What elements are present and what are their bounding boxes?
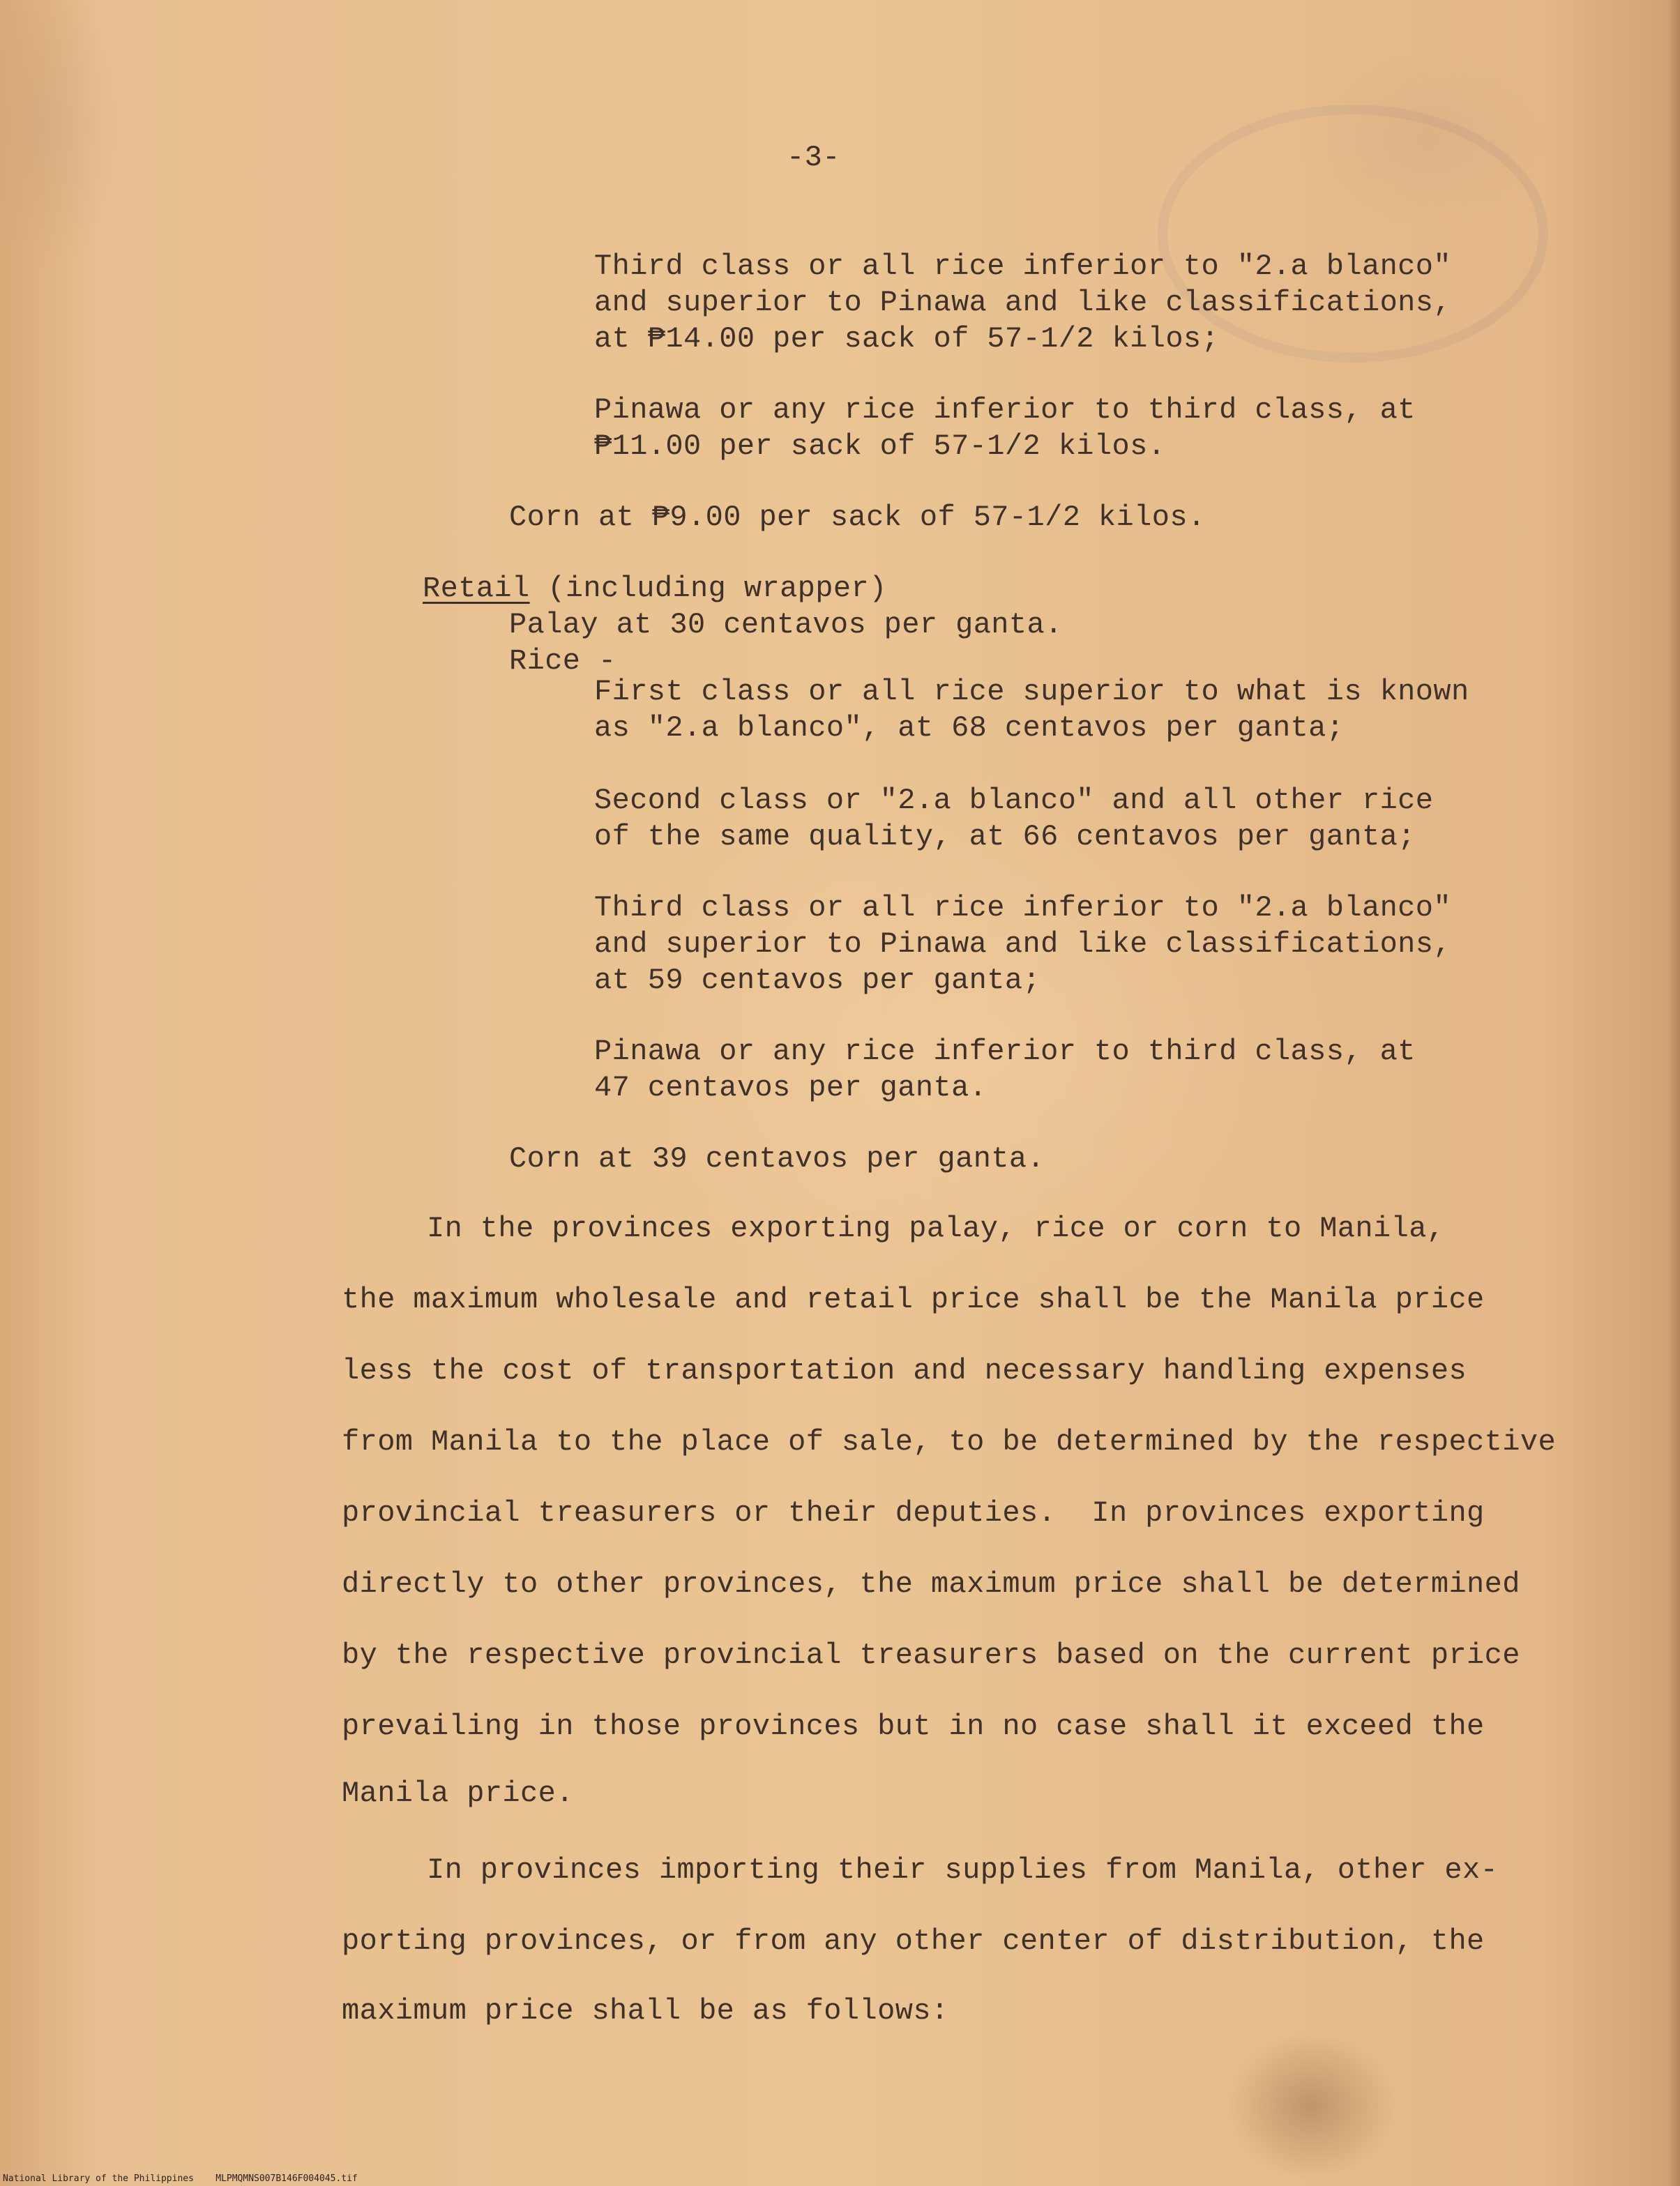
text-line: Pinawa or any rice inferior to third class, at — [594, 1035, 1416, 1068]
text-line: at ₱14.00 per sack of 57-1/2 kilos; — [594, 322, 1220, 356]
paragraph-line: prevailing in those provinces but in no case shall it exceed the — [342, 1710, 1485, 1743]
paragraph-line: from Manila to the place of sale, to be determined by the respective — [342, 1425, 1557, 1459]
paragraph-line: In provinces importing their supplies from Manila, other ex- — [427, 1853, 1499, 1887]
text-line: Rice - — [509, 644, 616, 678]
paragraph-line: the maximum wholesale and retail price shall be the Manila price — [342, 1283, 1485, 1316]
retail-heading: Retail — [423, 572, 530, 605]
paragraph-line: porting provinces, or from any other center of distribution, the — [342, 1925, 1485, 1958]
paragraph-line: by the respective provincial treasurers based on the current price — [342, 1639, 1520, 1672]
paragraph-line: maximum price shall be as follows: — [342, 1994, 949, 2028]
paragraph-line: less the cost of transportation and necessary handling expenses — [342, 1354, 1467, 1388]
paragraph-line: Manila price. — [342, 1777, 574, 1810]
text-line: Third class or all rice inferior to "2.a blanco" — [594, 250, 1451, 283]
text-line: Third class or all rice inferior to "2.a blanco" — [594, 891, 1451, 925]
text-line: and superior to Pinawa and like classifications, — [594, 286, 1451, 319]
text-line: ₱11.00 per sack of 57-1/2 kilos. — [594, 430, 1166, 463]
retail-heading-line — [423, 570, 887, 607]
text-line: Corn at 39 centavos per ganta. — [509, 1142, 1045, 1176]
text-line: at 59 centavos per ganta; — [594, 964, 1041, 997]
text-line: Pinawa or any rice inferior to third class, at — [594, 393, 1416, 427]
text-line: Second class or "2.a blanco" and all other rice — [594, 784, 1434, 817]
retail-heading-note: (including wrapper) — [529, 572, 887, 605]
text-line: 47 centavos per ganta. — [594, 1071, 987, 1105]
paragraph-line: provincial treasurers or their deputies. In provinces exporting — [342, 1496, 1485, 1530]
paragraph-line: In the provinces exporting palay, rice or corn to Manila, — [427, 1212, 1445, 1245]
text-line: First class or all rice superior to what is known — [594, 675, 1469, 708]
text-line: as "2.a blanco", at 68 centavos per ganta; — [594, 711, 1345, 745]
archive-footer: National Library of the Philippines MLPMQMNS007B146F004045.tif — [3, 2173, 358, 2184]
paragraph-line: directly to other provinces, the maximum price shall be determined — [342, 1568, 1520, 1601]
text-line: Palay at 30 centavos per ganta. — [509, 608, 1063, 642]
page-number: -3- — [787, 141, 840, 174]
page-edge-shadow — [1667, 0, 1680, 2186]
text-line: and superior to Pinawa and like classifications, — [594, 927, 1451, 961]
text-line: Corn at ₱9.00 per sack of 57-1/2 kilos. — [509, 501, 1206, 534]
text-line: of the same quality, at 66 centavos per ganta; — [594, 820, 1416, 853]
